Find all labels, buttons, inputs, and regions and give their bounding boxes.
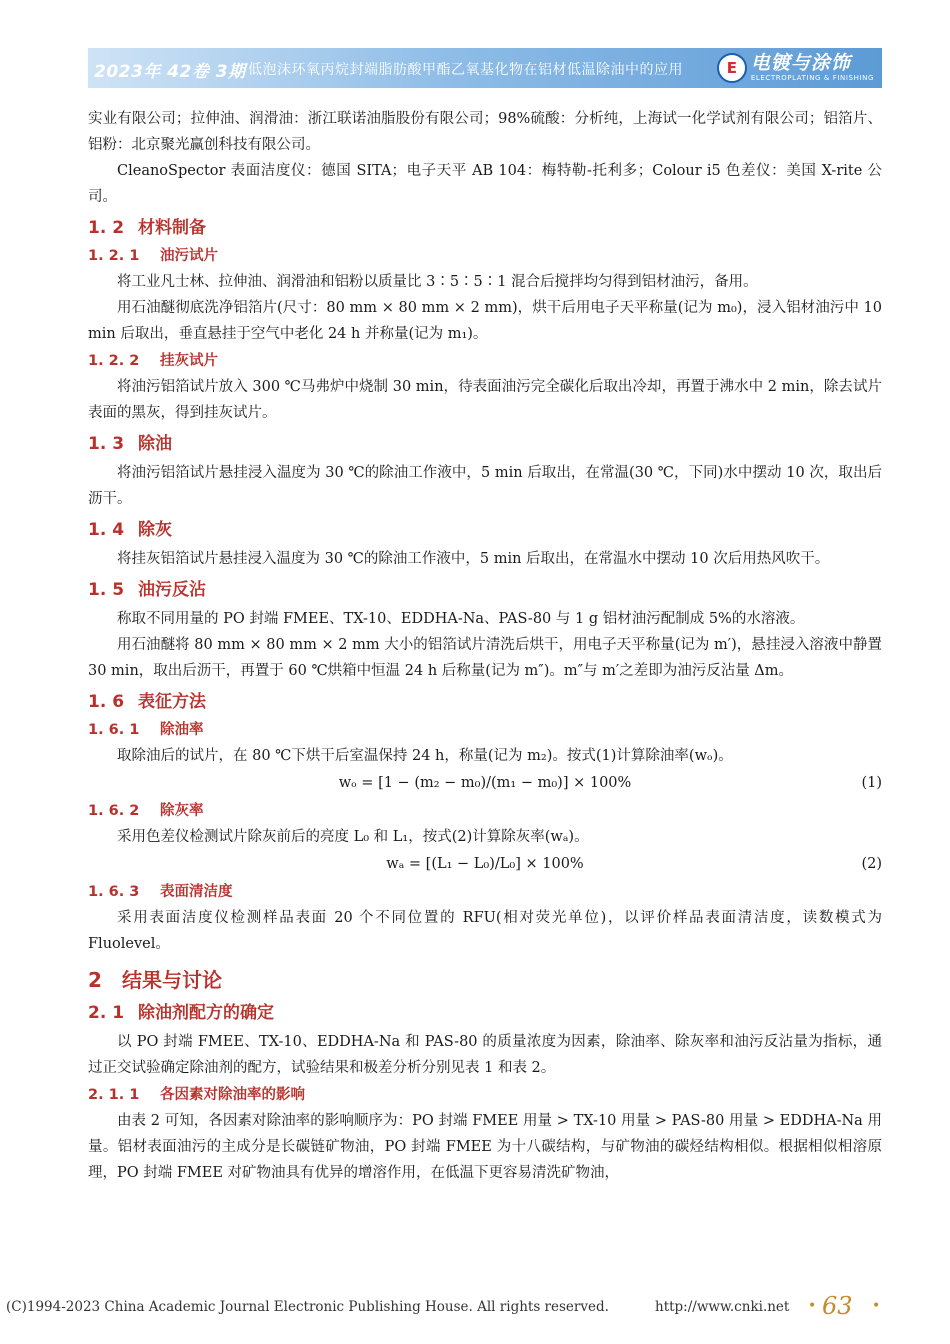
paragraph: 将油污铝箔试片悬挂浸入温度为 30 ℃的除油工作液中，5 min 后取出，在常温(30 ℃，下同)水中摆动 10 次，取出后沥干。	[88, 465, 882, 507]
equation-number: (2)	[861, 856, 882, 872]
paragraph: 取除油后的试片，在 80 ℃下烘干后室温保持 24 h，称量(记为 m₂)。按式(1)计算除油率(wₒ)。	[117, 748, 733, 764]
subsection-heading: 1. 2. 2 挂灰试片	[88, 353, 218, 369]
equation-number: (1)	[861, 775, 882, 791]
subsection-heading: 1. 6. 1 除油率	[88, 722, 204, 738]
bullet-icon: •	[808, 1298, 817, 1314]
subsection-heading: 1. 6. 2 除灰率	[88, 803, 204, 819]
section-heading: 1. 3 除油	[88, 434, 172, 454]
journal-name-en: ELECTROPLATING & FINISHING	[750, 74, 874, 82]
page-number: 63	[822, 1292, 853, 1320]
journal-logo-icon: E	[717, 53, 747, 83]
section-heading: 1. 6 表征方法	[88, 692, 206, 712]
copyright-notice: (C)1994-2023 China Academic Journal Electronic Publishing House. All rights reserved.	[6, 1299, 609, 1315]
paragraph: 称取不同用量的 PO 封端 FMEE、TX-10、EDDHA-Na、PAS-80 与 1 g 铝材油污配制成 5%的水溶液。	[117, 611, 805, 627]
paragraph: 实业有限公司；拉伸油、润滑油：浙江联诺油脂股份有限公司；98%硫酸：分析纯，上海试一化学试剂有限公司；铝箔片、铝粉：北京聚光赢创科技有限公司。	[88, 111, 882, 153]
paragraph: 用石油醚将 80 mm × 80 mm × 2 mm 大小的铝箔试片清洗后烘干，用电子天平称量(记为 m′)，悬挂浸入溶液中静置 30 min，取出后沥干，再置于 60 ℃烘箱中恒温 24 h 后称量(记为 m″)。m″与 m′之差即为油污反沾量 Δm。	[88, 637, 882, 679]
paragraph: 以 PO 封端 FMEE、TX-10、EDDHA-Na 和 PAS-80 的质量浓度为因素，除油率、除灰率和油污反沾量为指标，通过正交试验确定除油剂的配方，试验结果和极差分析分别见表 1 和表 2。	[88, 1034, 882, 1076]
subsection-heading: 2. 1. 1 各因素对除油率的影响	[88, 1087, 305, 1103]
subsection-heading: 1. 2. 1 油污试片	[88, 248, 218, 264]
cnki-link[interactable]: http://www.cnki.net	[655, 1299, 790, 1315]
subsection-heading: 1. 6. 3 表面清洁度	[88, 884, 233, 900]
section-heading: 1. 2 材料制备	[88, 218, 206, 238]
paragraph: 由表 2 可知，各因素对除油率的影响顺序为：PO 封端 FMEE 用量 > TX-10 用量 > PAS-80 用量 > EDDHA-Na 用量。铝材表面油污的主成分是长碳链矿物油，PO 封端 FMEE 为十八碳结构，与矿物油的碳烃结构相似。根据相似相溶原理，PO 封端 FMEE 对矿物油具有优异的增溶作用，在低温下更容易清洗矿物油，	[88, 1113, 882, 1181]
equation-2	[88, 850, 882, 878]
article-body	[88, 106, 882, 1186]
paragraph: 将挂灰铝箔试片悬挂浸入温度为 30 ℃的除油工作液中，5 min 后取出，在常温水中摆动 10 次后用热风吹干。	[117, 551, 830, 567]
paragraph: 将工业凡士林、拉伸油、润滑油和铝粉以质量比 3∶5∶5∶1 混合后搅拌均匀得到铝材油污，备用。	[117, 274, 758, 290]
issue-label: 2023年 42卷 3期	[94, 62, 246, 82]
paragraph: CleanoSpector 表面洁度仪：德国 SITA；电子天平 AB 104：梅特勒-托利多；Colour i5 色差仪：美国 X-rite 公司。	[88, 163, 882, 205]
journal-logo	[717, 51, 874, 85]
paragraph: 采用表面洁度仪检测样品表面 20 个不同位置的 RFU(相对荧光单位)，以评价样品表面清洁度，读数模式为 Fluolevel。	[88, 910, 882, 952]
section-heading: 1. 4 除灰	[88, 520, 172, 540]
equation-expression: wₐ = [(L₁ − L₀)/L₀] × 100%	[386, 856, 584, 872]
paragraph: 采用色差仪检测试片除灰前后的亮度 L₀ 和 L₁，按式(2)计算除灰率(wₐ)。	[117, 829, 589, 845]
paragraph: 用石油醚彻底洗净铝箔片(尺寸：80 mm × 80 mm × 2 mm)，烘干后用电子天平称量(记为 m₀)，浸入铝材油污中 10 min 后取出，垂直悬挂于空气中老化 24 h 并称量(记为 m₁)。	[88, 300, 882, 342]
running-header	[88, 48, 882, 88]
running-title: 低泡沫环氧丙烷封端脂肪酸甲酯乙氧基化物在铝材低温除油中的应用	[248, 62, 683, 78]
section-heading: 1. 5 油污反沾	[88, 580, 206, 600]
equation-expression: wₒ = [1 − (m₂ − m₀)/(m₁ − m₀)] × 100%	[338, 775, 632, 791]
journal-name-cn: 电镀与涂饰	[750, 52, 851, 74]
chapter-heading: 2 结果与讨论	[88, 968, 222, 992]
page-footer	[0, 1292, 950, 1320]
paragraph: 将油污铝箔试片放入 300 ℃马弗炉中烧制 30 min，待表面油污完全碳化后取出冷却，再置于沸水中 2 min，除去试片表面的黑灰，得到挂灰试片。	[88, 379, 882, 421]
equation-1	[88, 769, 882, 797]
bullet-icon: •	[872, 1298, 881, 1314]
section-heading: 2. 1 除油剂配方的确定	[88, 1003, 274, 1023]
